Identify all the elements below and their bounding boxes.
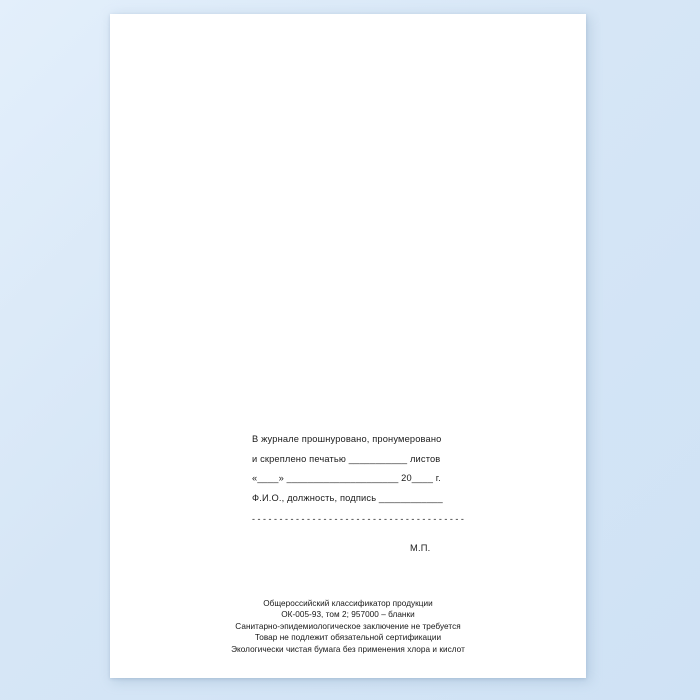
certification-line-2: и скреплено печатью ___________ листов [252,453,441,464]
certification-block [252,430,552,530]
footer-line-3: Санитарно-эпидемиологическое заключение не требуется [235,621,461,631]
footer-line-1: Общероссийский классификатор продукции [263,599,433,608]
certification-divider: - - - - - - - - - - - - - - - - - - - - - - - - - - - - - - - - - - - - - - - [252,514,464,524]
certification-line-1: В журнале прошнуровано, пронумеровано [252,434,442,444]
certification-line-4: Ф.И.О., должность, подпись ____________ [252,492,443,503]
footer-block [110,598,586,655]
footer-line-5: Экологически чистая бумага без применения хлора и кислот [231,644,465,654]
footer-line-4: Товар не подлежит обязательной сертификации [254,633,442,643]
stamp-place-label: М.П. [410,543,431,553]
certification-line-3: «____» _____________________ 20____ г. [252,473,441,483]
document-page [110,14,586,678]
page-content [110,14,586,678]
footer-line-2: ОК-005-93, том 2; 957000 – бланки [281,610,415,620]
